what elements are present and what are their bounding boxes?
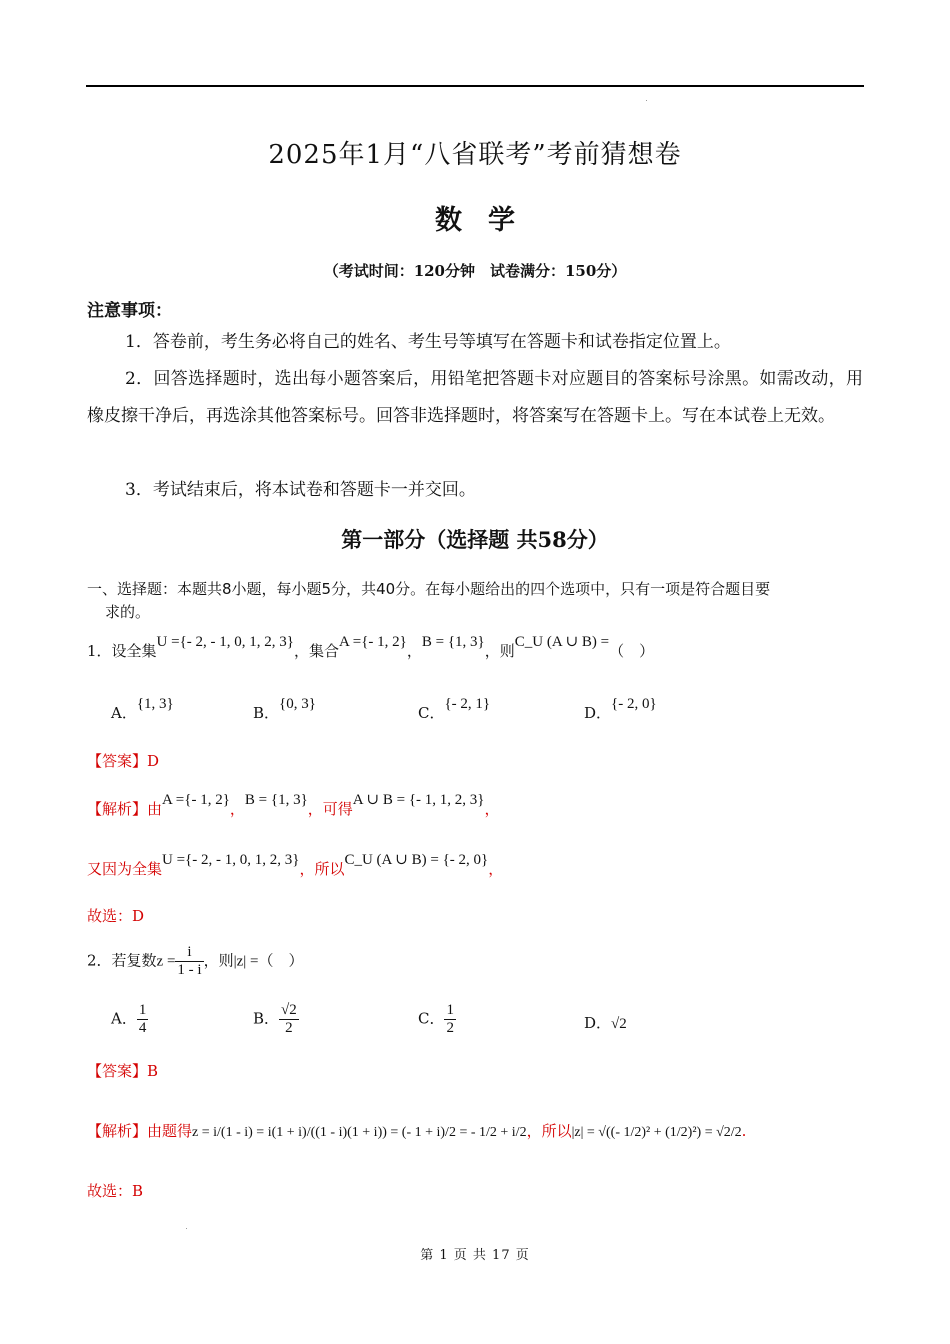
notice-item-1: 1．答卷前，考生务必将自己的姓名、考生号等填写在答题卡和试卷指定位置上。: [125, 332, 731, 352]
q1-analysis-line-1: [87, 792, 500, 819]
q1-option-b-value: {0, 3}: [279, 696, 316, 712]
q2-text-1: ，则: [203, 951, 234, 970]
q2-option-c-fraction: [444, 1002, 456, 1037]
q2-option-c-num: 1: [446, 1002, 454, 1018]
part-one-title: 第一部分（选择题 共58分）: [341, 527, 609, 552]
q2-analysis-text-2: ，所以: [526, 1122, 572, 1140]
q2-option-b: [253, 1002, 299, 1037]
q2-option-c-label: C．: [418, 1009, 445, 1028]
q2-analysis-expression: z = i/(1 - i) = i(1 + i)/((1 - i)(1 + i)) = (- 1 + i)/2 = - 1/2 + i/2: [192, 1125, 527, 1140]
q2-option-b-fraction: [279, 1002, 299, 1037]
notice-item-3: 3．考试结束后，将本试卷和答题卡一并交回。: [125, 480, 476, 500]
q2-answer: 【答案】B: [87, 1062, 159, 1080]
exam-info: （考试时间：120分钟 试卷满分：150分）: [323, 262, 627, 280]
q1-option-a-value: {1, 3}: [136, 696, 174, 712]
q1-option-c: [418, 696, 491, 723]
q2-option-a-fraction: [137, 1002, 149, 1037]
q2-option-d-label: D．: [584, 1014, 612, 1032]
q1-option-b-label: B．: [253, 704, 280, 722]
q1-option-b: [253, 696, 316, 723]
q2-option-a: [111, 1002, 148, 1037]
q2-z-fraction: [175, 944, 203, 979]
q1-analysis-text-3: ，可得: [307, 800, 353, 818]
page-footer: 第 1 页 共 17 页: [420, 1248, 530, 1263]
q2-option-a-num: 1: [138, 1002, 147, 1018]
q1-analysis-set-a: A ={- 1, 2}: [162, 792, 230, 808]
q2-answer-paren: （ ）: [258, 951, 304, 970]
question-2: [87, 944, 304, 979]
q1-analysis-label: 【解析】: [87, 800, 148, 818]
q2-abs: |z| =: [233, 953, 259, 970]
scan-dot: [186, 1228, 187, 1229]
q1-analysis-result: C_U (A ∪ B) = {- 2, 0}: [344, 852, 489, 868]
q2-option-a-den: 4: [138, 1020, 147, 1036]
q1-option-d-value: {- 2, 0}: [611, 696, 657, 712]
q1-analysis-text-2: ，: [229, 800, 245, 818]
q1-answer: 【答案】D: [87, 752, 160, 770]
section-heading: [87, 578, 867, 624]
q1-analysis-line2-text-2: ，所以: [299, 860, 345, 878]
q1-analysis-text-4: ，: [484, 800, 500, 818]
q2-option-d: [584, 1012, 627, 1033]
q2-option-b-label: B．: [253, 1009, 280, 1028]
q1-analysis-line2-text-3: ，: [488, 860, 504, 878]
q1-universal-set: U ={- 2, - 1, 0, 1, 2, 3}: [156, 634, 294, 650]
question-1-number: 1．设全集: [87, 642, 157, 660]
q1-option-d: [584, 696, 657, 723]
q2-option-d-value: √2: [611, 1016, 627, 1032]
q1-expression: C_U (A ∪ B) =: [514, 634, 610, 650]
q1-answer-paren: （ ）: [609, 642, 655, 660]
q1-set-a: A ={- 1, 2}: [339, 634, 407, 650]
q1-set-b: B = {1, 3}: [421, 634, 485, 650]
q1-option-d-label: D．: [584, 704, 612, 722]
page-title: 2025年1月“八省联考”考前猜想卷: [268, 140, 682, 170]
q2-z-denominator: 1 - i: [177, 962, 202, 978]
q2-option-a-label: A．: [111, 1009, 137, 1028]
q1-option-c-label: C．: [418, 704, 445, 722]
q1-analysis-union: A ∪ B = {- 1, 1, 2, 3}: [352, 792, 485, 808]
q2-option-c: [418, 1002, 456, 1037]
question-2-number: 2．若复数: [87, 951, 157, 970]
question-1: [87, 634, 655, 661]
q1-analysis-line-2: [87, 852, 504, 879]
q2-option-b-den: 2: [285, 1020, 293, 1036]
q1-analysis-set-b: B = {1, 3}: [244, 792, 308, 808]
q2-option-c-den: 2: [446, 1020, 454, 1036]
q2-analysis-text-1: 由题得: [147, 1122, 193, 1140]
q2-conclusion: 故选：B: [87, 1182, 144, 1200]
q2-analysis-text-3: .: [741, 1122, 747, 1140]
q1-analysis-line2-text-1: 又因为全集: [87, 860, 163, 878]
notice-item-2: 2．回答选择题时，选出每小题答案后，用铅笔把答题卡对应题目的答案标号涂黑。如需改动，用橡皮擦干净后，再选涂其他答案标号。回答非选择题时，将答案写在答题卡上。写在本试卷上无效。: [87, 369, 863, 426]
q2-analysis-label: 【解析】: [87, 1122, 148, 1140]
q1-option-a-label: A．: [111, 704, 137, 722]
q2-analysis: [87, 1120, 746, 1141]
subject-title: 数学: [435, 205, 541, 236]
q2-analysis-abs: |z| = √((- 1/2)² + (1/2)²) = √2/2: [571, 1125, 742, 1140]
q1-option-c-value: {- 2, 1}: [444, 696, 491, 712]
q1-text-1: ，集合: [293, 642, 339, 660]
scan-dot: [646, 100, 647, 101]
q1-conclusion: 故选：D: [87, 907, 145, 925]
q1-analysis-text-1: 由: [147, 800, 163, 818]
q2-z-numerator: i: [175, 944, 203, 962]
notice-heading: 注意事项：: [87, 301, 172, 321]
section-heading-line-1: 一、选择题：本题共8小题，每小题5分，共40分。在每小题给出的四个选项中，只有一项是符合题目要: [87, 580, 771, 598]
header-rule: [86, 85, 864, 87]
q2-z-lhs: z =: [156, 953, 176, 970]
q1-analysis-universal-set: U ={- 2, - 1, 0, 1, 2, 3}: [162, 852, 300, 868]
section-heading-line-2: 求的。: [105, 603, 151, 621]
q1-text-2: ，: [406, 642, 422, 660]
q1-text-3: ，则: [484, 642, 515, 660]
q2-option-b-num: √2: [281, 1002, 297, 1018]
q1-option-a: [111, 696, 174, 723]
